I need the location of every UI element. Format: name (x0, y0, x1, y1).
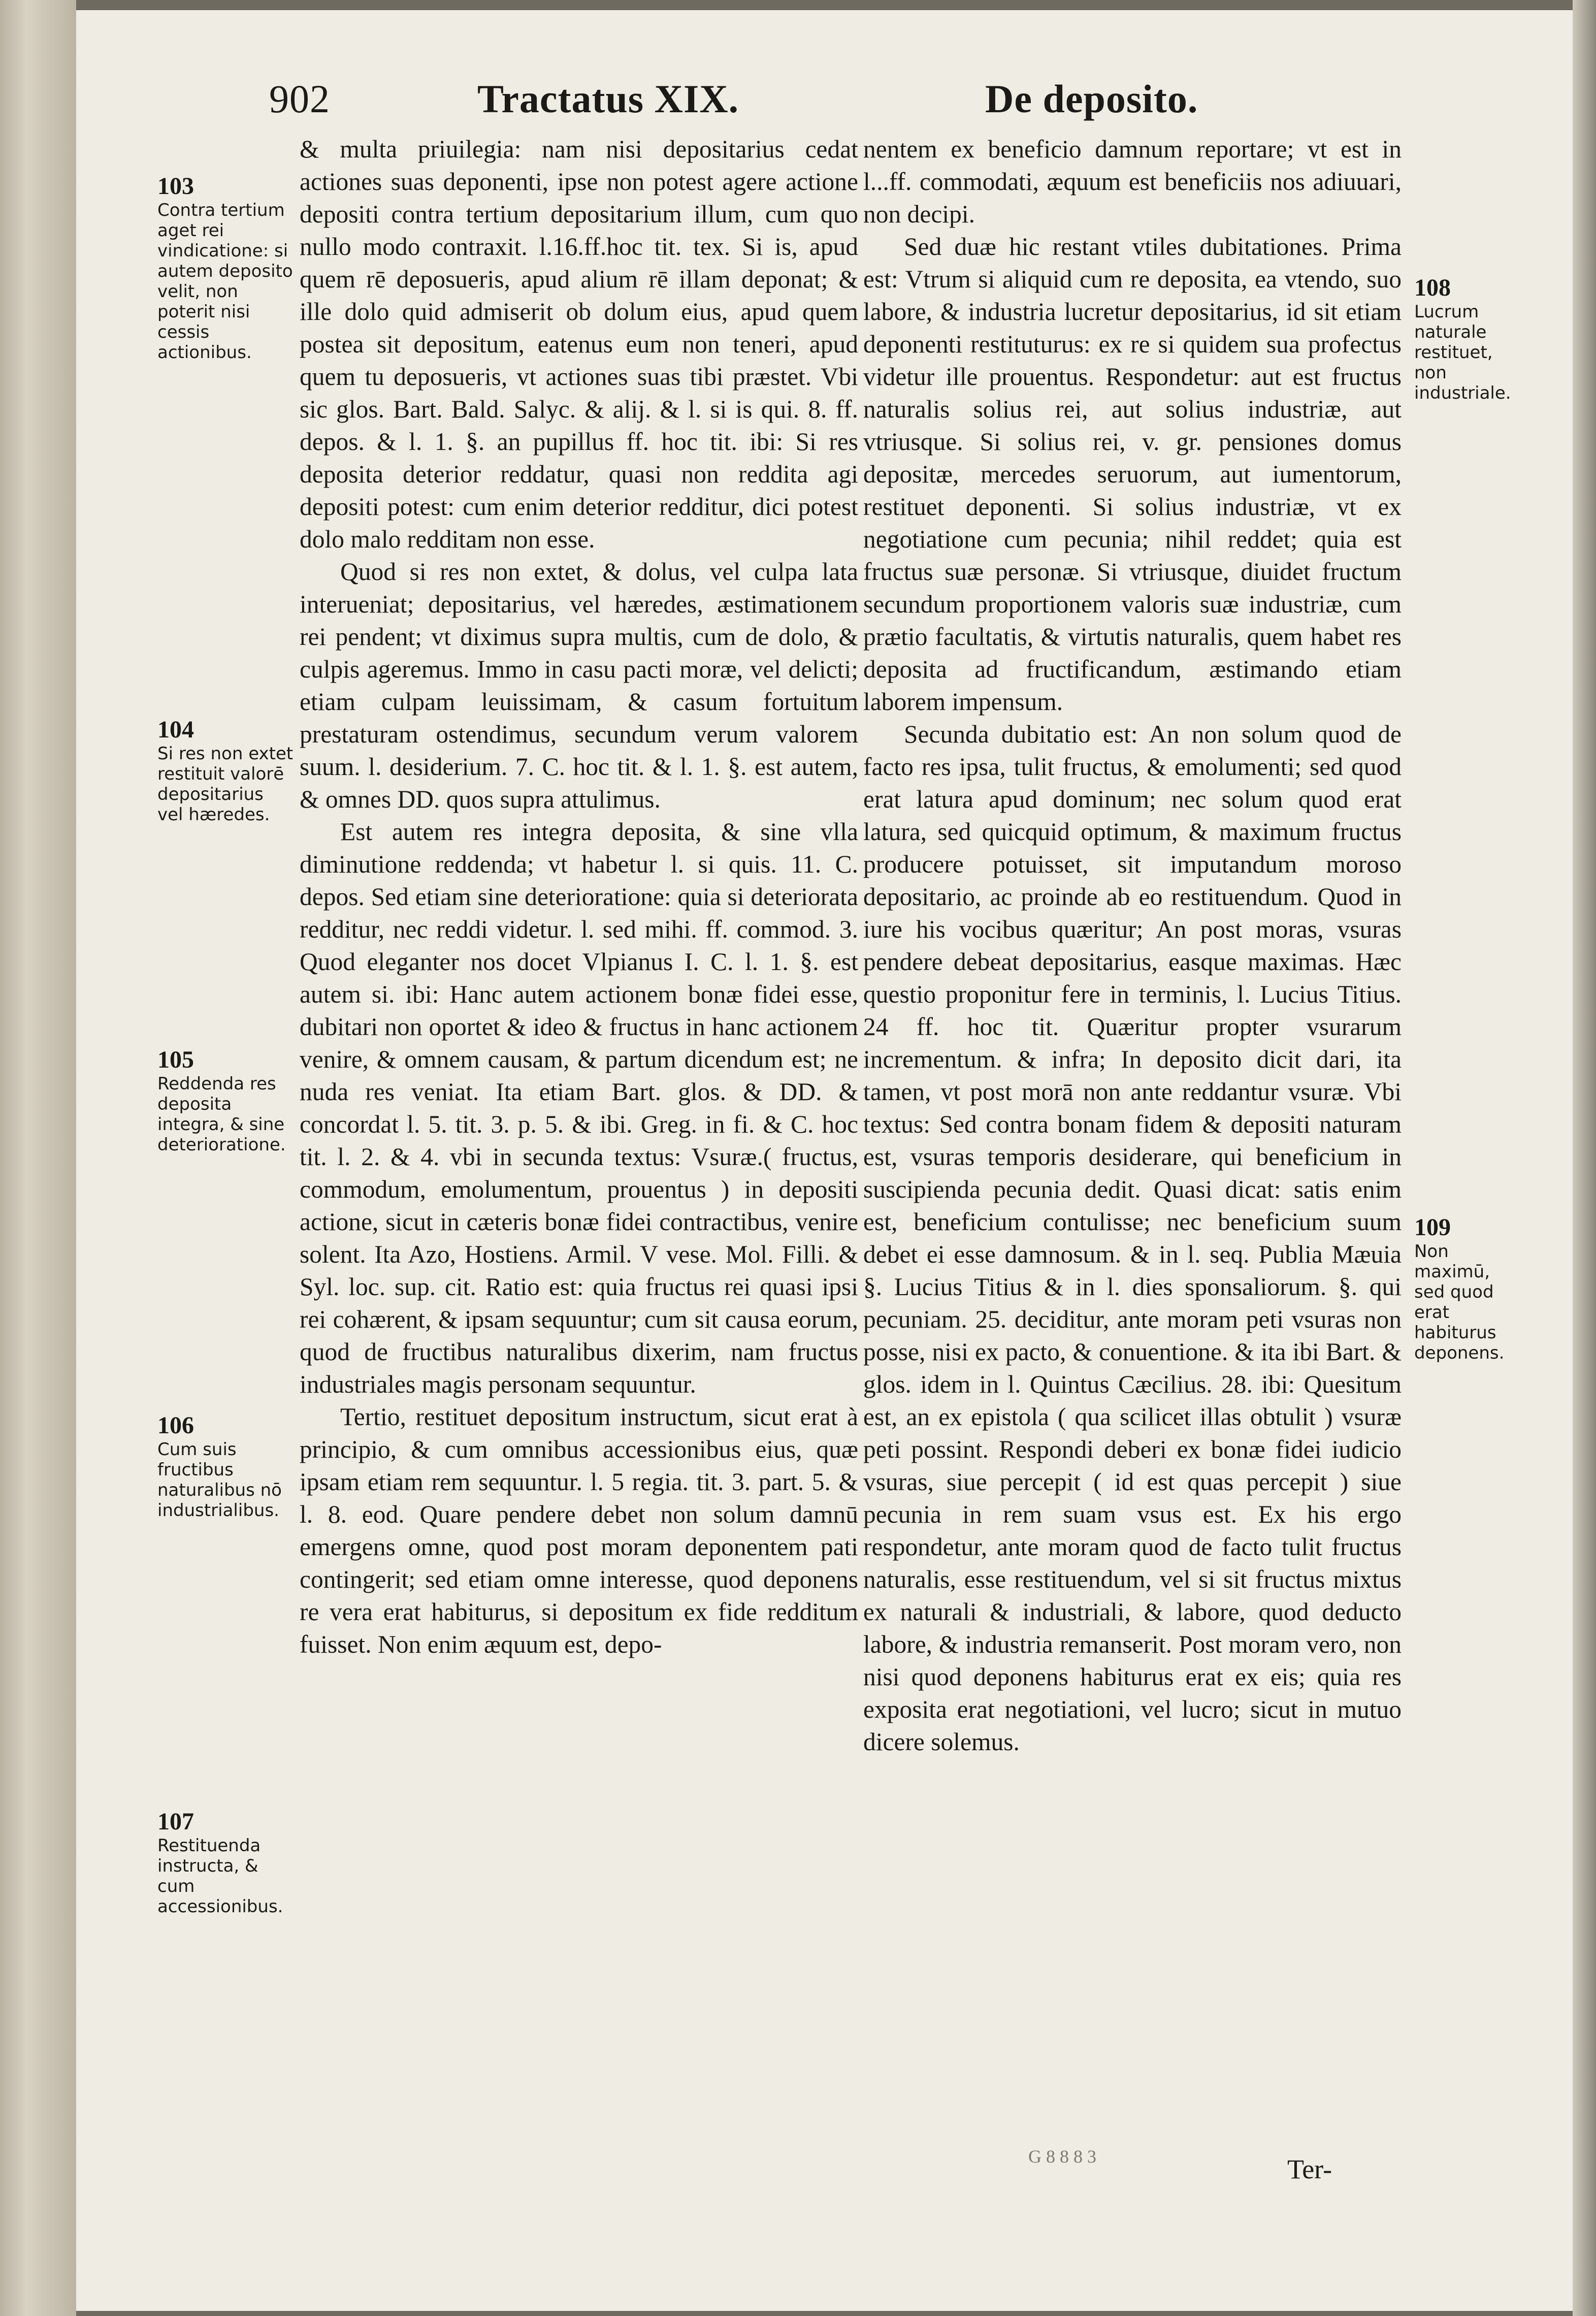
margin-note-text: Lucrum naturale restituet, non industriale. (1414, 302, 1511, 403)
paragraph: Secunda dubitatio est: An non solum quod de facto res ipsa, tulit fructus, & emolumenti; sed quod erat latura apud dominum; nec solum quod erat latura, sed quicquid optimum, & maximum fructus producere potuisset, sit imputandum moroso depositario, ac proinde ab eo restituendum. Quod in iure his vocibus quæritur; An post moras, vsuras pendere debeat depositarius, easque maximas. Hæc questio proponitur fere in terminis, l. Lucius Titius. 24 ff. hoc tit. Quæritur propter vsurarum incrementum. & infra; In deposito dicit dari, ita tamen, vt post morā non ante reddantur vsuræ. Vbi textus: Sed contra bonam fidem & depositi naturam est, vsuras temporis desiderare, qui beneficium in suscipienda pecunia dedit. Quasi dicat: satis enim est, beneficium contulisse; nec beneficium suum debet ei esse damnosum. & in l. seq. Publia Mæuia §. Lucius Titius & in l. dies sponsaliorum. §. qui pecuniam. 25. deciditur, ante moram peti vsuras non posse, nisi ex pacto, & conuentione. & ita ibi Bart. & glos. idem in l. Quintus Cæcilius. 28. ibi: Quesitum est, an ex epistola ( qua scilicet illas obtulit ) vsuræ peti possint. Respondi deberi ex bonæ fidei iudicio vsuras, siue percepit ( id est quas percepit ) siue pecunia in rem suam vsus est. Ex his ergo respondetur, ante moram quod de facto tulit fructus naturalis, esse restituendum, vel si sit fructus mixtus ex naturali & industriali, & labore, quod deducto labore, & industria remanserit. Post moram vero, non nisi quod deponens habiturus erat ex eis; quia res exposita erat negotiationi, vel lucro; sicut in mutuo dicere solemus. (863, 720, 1402, 1756)
paragraph: Tertio, restituet depositum instructum, sicut erat à principio, & cum omnibus accessionibus eius, quæ ipsam etiam rem sequuntur. l. 5 regia. tit. 3. part. 5. & l. 8. eod. Quare pendere debet non solum damnū emergens omne, quod post moram deponentem pati contingerit; sed etiam omne interesse, quod deponens re vera erat habiturus, si depositum ex fide redditum fuisset. Non enim æquum est, depo- (300, 1403, 858, 1658)
margin-note (157, 716, 295, 825)
signature-mark: G 8 8 8 3 (1028, 2146, 1096, 2167)
margin-note-text: Si res non extet restituit valorē depositarius vel hæredes. (157, 744, 294, 825)
book-edge-right (1573, 0, 1596, 2316)
running-title-left: Tractatus XIX. (477, 77, 739, 121)
margin-note-text: Restituenda instructa, & cum accessionibus. (157, 1836, 283, 1917)
margin-note-number: 108 (1414, 274, 1451, 301)
paragraph: Est autem res integra deposita, & sine vlla diminutione reddenda; vt habetur l. si quis. 11. C. depos. Sed etiam sine deterioratione: quia si deteriorata redditur, nec reddi videtur. l. sed mihi. ff. commod. 3. Quod eleganter nos docet Vlpianus I. C. l. 1. §. est autem si. ibi: Hanc autem actionem bonæ fidei esse, dubitari non oportet & ideo & fructus in hanc actionem venire, & omnem causam, & partum dicendum est; ne nuda res veniat. Ita etiam Bart. glos. & DD. & concordat l. 5. tit. 3. p. 5. & ibi. Greg. in fi. & C. hoc tit. l. 2. & 4. vbi in secunda textus: Vsuræ.( fructus, commodum, emolumentum, prouentus ) in depositi actione, sicut in cæteris bonæ fidei contractibus, venire solent. Ita Azo, Hostiens. Armil. V vese. Mol. Filli. & Syl. loc. sup. cit. Ratio est: quia fructus rei quasi ipsi rei cohærent, & ipsam sequuntur; cum sit causa eorum, quod de fructibus naturalibus dixerim, nam fructus industriales magis personam sequuntur. (300, 818, 858, 1398)
paragraph: nentem ex beneficio damnum reportare; vt est in l...ff. commodati, æquum est beneficiis nos adiuuari, non decipi. (863, 135, 1402, 228)
margin-note-number: 104 (157, 716, 194, 743)
margin-note-number: 106 (157, 1412, 194, 1439)
paragraph: Sed duæ hic restant vtiles dubitationes. Prima est: Vtrum si aliquid cum re deposita, ea vtendo, suo labore, & industria lucretur depositarius, id sit etiam deponenti restituturus: ex re si quidem sua profectus videtur ille prouentus. Respondetur: aut est fructus naturalis solius rei, aut solius industriæ, aut vtriusque. Si solius rei, v. gr. pensiones domus depositæ, mercedes seruorum, aut iumentorum, restituet deponenti. Si solius industriæ, vt ex negotiatione cum pecunia; nihil reddet; quia est fructus suæ personæ. Si vtriusque, diuidet fructum secundum proportionem valoris suæ industriæ, cum prætio facultatis, & virtutis naturalis, quem habet res deposita ad fructificandum, æstimando etiam laborem impensum. (863, 233, 1402, 716)
margin-note (157, 1808, 295, 1917)
catchword: Ter- (1287, 2154, 1332, 2184)
margin-note (157, 173, 295, 363)
margin-note-number: 109 (1414, 1214, 1451, 1241)
paragraph: Quod si res non extet, & dolus, vel culpa lata interueniat; depositarius, vel hæredes, æstimationem rei pendent; vt diximus supra multis, cum de dolo, & culpis ageremus. Immo in casu pacti moræ, vel delicti; etiam culpam leuissimam, & casum fortuitum prestaturam ostendimus, secundum verum valorem suum. l. desiderium. 7. C. hoc tit. & l. 1. §. est autem, & omnes DD. quos supra attulimus. (300, 558, 858, 813)
margin-note-number: 107 (157, 1808, 194, 1835)
page-number: 902 (269, 77, 330, 121)
margin-note-text: Cum suis fructibus naturalibus nō industrialibus. (157, 1439, 282, 1521)
right-column (863, 133, 1402, 1758)
margin-note-text: Non maximū, sed quod erat habiturus deponens. (1414, 1241, 1505, 1363)
running-title-right: De deposito. (985, 77, 1198, 121)
margin-note-number: 105 (157, 1046, 194, 1073)
margin-note (157, 1046, 295, 1155)
margin-note (1414, 274, 1511, 403)
left-column (300, 133, 858, 1661)
paragraph: & multa priuilegia: nam nisi depositarius cedat actiones suas deponenti, ipse non potest agere actione depositi contra tertium depositarium illum, cum quo nullo modo contraxit. l.16.ff.hoc tit. tex. Si is, apud quem rē deposueris, apud alium rē illam deponat; & ille dolo quid admiserit ob dolum eius, apud quem postea sit depositum, eatenus eum non teneri, apud quem tu deposueris, vt actiones suas tibi præstet. Vbi sic glos. Bart. Bald. Salyc. & alij. & l. si is qui. 8. ff. depos. & l. 1. §. an pupillus ff. hoc tit. ibi: Si res deposita deterior reddatur, quasi non reddita agi depositi potest: cum enim deterior redditur, dici potest dolo malo redditam non esse. (300, 135, 858, 553)
book-edge-left (0, 0, 76, 2316)
margin-note (157, 1412, 295, 1521)
margin-note (1414, 1214, 1505, 1363)
margin-note-text: Contra tertium aget rei vindicatione: si autem deposito velit, non poterit nisi cessis actionibus. (157, 200, 293, 363)
margin-note-text: Reddenda res deposita integra, & sine deterioratione. (157, 1074, 286, 1155)
margin-note-number: 103 (157, 173, 194, 200)
